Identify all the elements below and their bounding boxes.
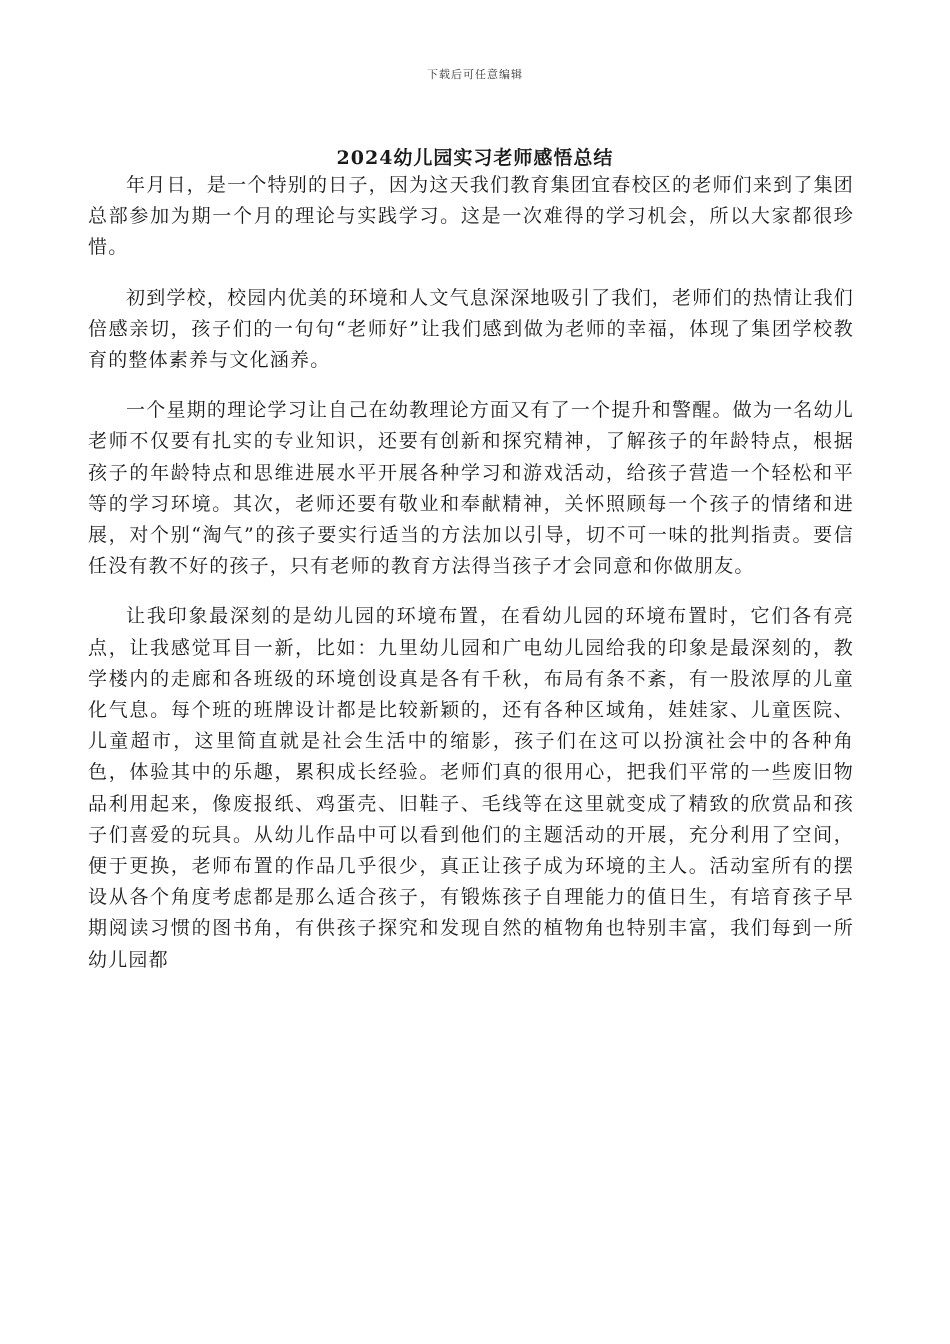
paragraph-1: 年月日，是一个特别的日子，因为这天我们教育集团宜春校区的老师们来到了集团总部参加为期一个月的理论与实践学习。这是一次难得的学习机会，所以大家都很珍惜。 bbox=[88, 174, 854, 259]
paragraph-4: 让我印象最深刻的是幼儿园的环境布置，在看幼儿园的环境布置时，它们各有亮点，让我感觉耳目一新，比如：九里幼儿园和广电幼儿园给我的印象是最深刻的，教学楼内的走廊和各班级的环境创设真是各有千秋，布局有条不紊，有一股浓厚的儿童化气息。每个班的班牌设计都是比较新颖的，还有各种区域角，娃娃家、儿童医院、儿童超市，这里简直就是社会生活中的缩影，孩子们在这可以扮演社会中的各种角色，体验其中的乐趣，累积成长经验。老师们真的很用心，把我们平常的一些废旧物品利用起来，像废报纸、鸡蛋壳、旧鞋子、毛线等在这里就变成了精致的欣赏品和孩子们喜爱的玩具。从幼儿作品中可以看到他们的主题活动的开展，充分利用了空间，便于更换，老师布置的作品几乎很少，真正让孩子成为环境的主人。活动室所有的摆设从各个角度考虑都是那么适合孩子，有锻炼孩子自理能力的值日生，有培育孩子早期阅读习惯的图书角，有供孩子探究和发现自然的植物角也特别丰富，我们每到一所幼儿园都 bbox=[88, 605, 854, 971]
paragraph-2: 初到学校，校园内优美的环境和人文气息深深地吸引了我们，老师们的热情让我们倍感亲切，孩子们的一句句“老师好”让我们感到做为老师的幸福，体现了集团学校教育的整体素养与文化涵养。 bbox=[88, 286, 854, 372]
document-body bbox=[88, 170, 854, 995]
page-header-note: 下载后可任意编辑 bbox=[427, 68, 523, 81]
document-title: 2024幼儿园实习老师感悟总结 bbox=[336, 147, 614, 169]
paragraph-3: 一个星期的理论学习让自己在幼教理论方面又有了一个提升和警醒。做为一名幼儿老师不仅要有扎实的专业知识，还要有创新和探究精神，了解孩子的年龄特点，根据孩子的年龄特点和思维进展水平开展各种学习和游戏活动，给孩子营造一个轻松和平等的学习环境。其次，老师还要有敬业和奉献精神，关怀照顾每一个孩子的情绪和进展，对个别“淘气”的孩子要实行适当的方法加以引导，切不可一味的批判指责。要信任没有教不好的孩子，只有老师的教育方法得当孩子才会同意和你做朋友。 bbox=[88, 399, 854, 578]
